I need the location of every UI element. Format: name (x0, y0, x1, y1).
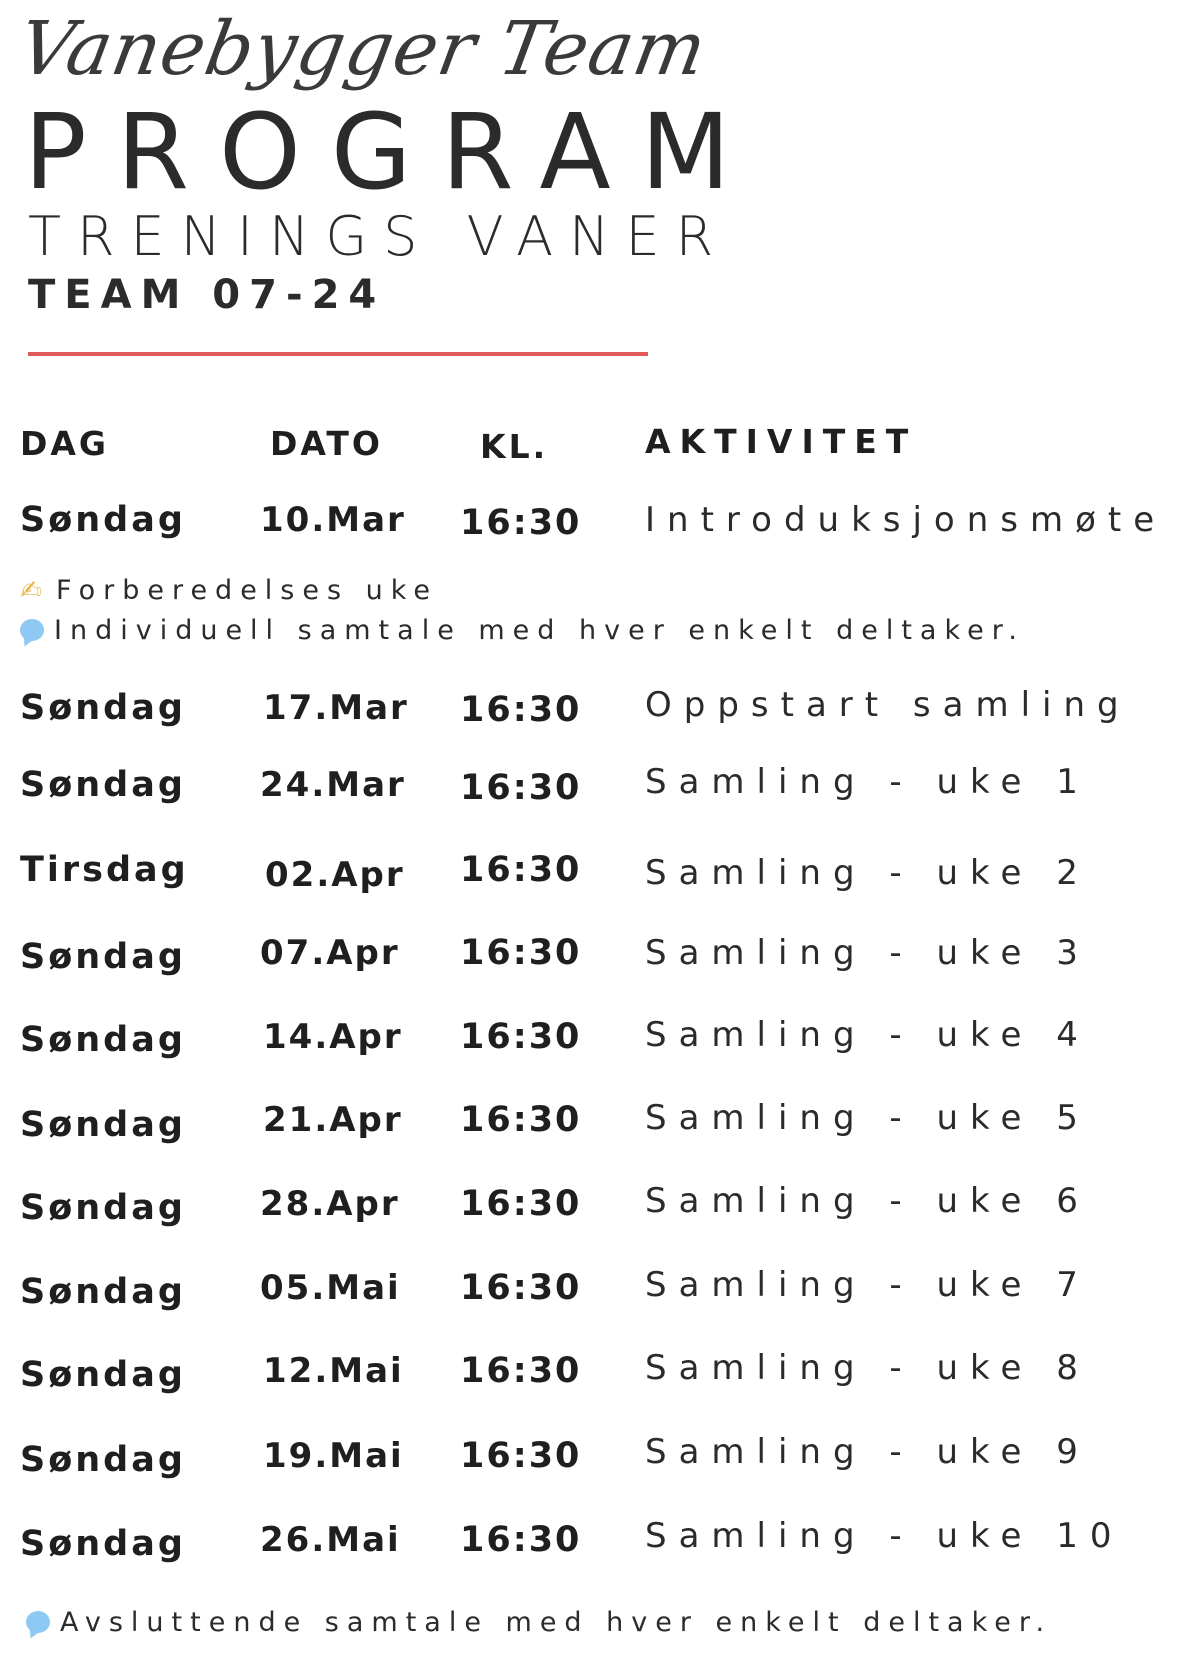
row-time: 16:30 (460, 850, 582, 890)
page-subtitle: TRENINGS VANER (28, 205, 730, 268)
row-time: 16:30 (460, 1268, 582, 1308)
row-date: 26.Mai (260, 1520, 401, 1560)
row-time: 16:30 (460, 1184, 582, 1224)
column-header-date: DATO (270, 424, 383, 463)
row-date: 19.Mai (263, 1436, 404, 1476)
note-individual-talk: Individuell samtale med hver enkelt deltaker. (20, 615, 1025, 646)
row-date: 14.Apr (263, 1017, 403, 1057)
row-activity: Introduksjonsmøte (645, 500, 1167, 540)
note-closing-talk: Avsluttende samtale med hver enkelt deltaker. (26, 1607, 1052, 1638)
row-day: Søndag (20, 1440, 186, 1480)
column-header-day: DAG (20, 424, 110, 463)
column-header-activity: AKTIVITET (645, 422, 918, 461)
row-day: Søndag (20, 937, 186, 977)
row-time: 16:30 (460, 1017, 582, 1057)
row-activity: Samling - uke 4 (645, 1015, 1090, 1055)
row-day: Søndag (20, 1524, 186, 1564)
row-activity: Oppstart samling (645, 685, 1131, 725)
row-date: 28.Apr (260, 1184, 400, 1224)
row-activity: Samling - uke 6 (645, 1181, 1090, 1221)
row-day: Søndag (20, 500, 186, 540)
row-day: Søndag (20, 1188, 186, 1228)
row-date: 24.Mar (260, 765, 406, 805)
row-day: Søndag (20, 1272, 186, 1312)
team-label: TEAM 07-24 (28, 272, 386, 318)
row-activity: Samling - uke 7 (645, 1265, 1090, 1305)
column-header-time: KL. (480, 427, 549, 466)
row-date: 21.Apr (263, 1100, 403, 1140)
row-date: 10.Mar (260, 500, 406, 540)
row-date: 02.Apr (265, 855, 405, 895)
row-day: Tirsdag (20, 850, 189, 890)
note-prep-week: ✍ Forberedelses uke (20, 575, 439, 606)
row-day: Søndag (20, 1105, 186, 1145)
row-date: 07.Apr (260, 933, 400, 973)
row-day: Søndag (20, 1355, 186, 1395)
row-activity: Samling - uke 5 (645, 1098, 1090, 1138)
row-time: 16:30 (460, 1351, 582, 1391)
row-time: 16:30 (460, 503, 582, 543)
script-title: Vanebygger Team (12, 6, 714, 92)
row-activity: Samling - uke 2 (645, 853, 1090, 893)
row-time: 16:30 (460, 690, 582, 730)
row-date: 05.Mai (260, 1268, 401, 1308)
row-day: Søndag (20, 765, 186, 805)
row-date: 17.Mar (263, 688, 409, 728)
row-time: 16:30 (460, 1100, 582, 1140)
page-title: PROGRAM (24, 91, 761, 213)
row-activity: Samling - uke 9 (645, 1432, 1090, 1472)
row-activity: Samling - uke 3 (645, 933, 1090, 973)
row-day: Søndag (20, 1020, 186, 1060)
row-activity: Samling - uke 8 (645, 1348, 1090, 1388)
row-time: 16:30 (460, 768, 582, 808)
row-date: 12.Mai (263, 1351, 404, 1391)
speech-bubble-icon (26, 1611, 50, 1633)
row-time: 16:30 (460, 933, 582, 973)
speech-bubble-icon (20, 619, 44, 641)
row-activity: Samling - uke 1 (645, 762, 1090, 802)
row-time: 16:30 (460, 1520, 582, 1560)
row-day: Søndag (20, 688, 186, 728)
writing-hand-icon: ✍ (20, 576, 42, 606)
row-activity: Samling - uke 10 (645, 1516, 1124, 1556)
accent-divider (28, 352, 648, 356)
row-time: 16:30 (460, 1436, 582, 1476)
